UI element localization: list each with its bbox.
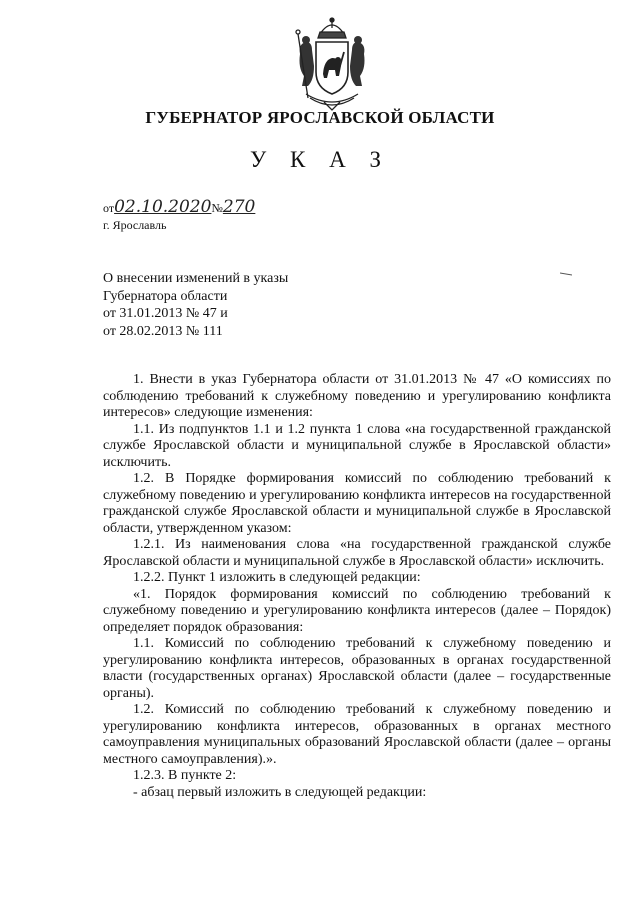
body-paragraph: - абзац первый изложить в следующей редакции: <box>133 784 427 800</box>
issuing-authority: ГУБЕРНАТОР ЯРОСЛАВСКОЙ ОБЛАСТИ <box>145 108 495 127</box>
body-paragraph: «1. Порядок формирования комиссий по соблюдению требований к служебному поведению и урегулированию конфликта интересов (далее – Порядок) определяет порядок образования: <box>103 586 611 635</box>
coat-of-arms-icon <box>294 14 370 114</box>
date-prefix: от <box>103 201 115 215</box>
body-paragraph: 1.2.3. В пункте 2: <box>133 768 237 783</box>
number-prefix: № <box>211 201 223 215</box>
document-number: 270 <box>222 197 256 217</box>
body-paragraph: 1.1. Из подпунктов 1.1 и 1.2 пункта 1 слова «на государственной гражданской службе Ярославской области и муниципальной службе в Ярославской области» исключить. <box>103 421 611 470</box>
body-paragraph: 1.2. Комиссий по соблюдению требований к служебному поведению и урегулированию конфликта интересов, образованных в органах местного самоуправления муниципальных образований Ярославской области (далее – органы местного самоуправления).». <box>103 702 611 767</box>
document-subject <box>103 270 363 340</box>
body-paragraph: 1. Внести в указ Губернатора области от 31.01.2013 № 47 «О комиссиях по соблюдению требований к служебному поведению и урегулированию конфликта интересов» следующие изменения: <box>103 372 611 420</box>
document-date: 02.10.2020 <box>114 197 212 217</box>
body-paragraph: 1.1. Комиссий по соблюдению требований к служебному поведению и урегулированию конфликта интересов, образованных в органах государственной власти (государственных органах) Ярославской области (далее – государственные органы). <box>103 636 611 701</box>
body-paragraph: 1.2. В Порядке формирования комиссий по соблюдению требований к служебному поведению и урегулированию конфликта интересов на государственной гражданской службе Ярославской области и муниципальной службе в Ярославской области, утвержденном указом: <box>103 471 611 536</box>
body-paragraph: 1.2.1. Из наименования слова «на государственной гражданской службе Ярославской области и муниципальной службе в Ярославской области» исключить. <box>103 537 611 569</box>
subject-line: от 31.01.2013 № 47 и <box>103 306 228 321</box>
subject-line: О внесении изменений в указы <box>103 271 289 286</box>
date-number-line <box>103 197 255 217</box>
subject-line: от 28.02.2013 № 111 <box>103 323 223 339</box>
document-type: У К А З <box>249 147 390 172</box>
body-paragraph: 1.2.2. Пункт 1 изложить в следующей редакции: <box>133 570 421 585</box>
city: г. Ярославль <box>103 218 167 232</box>
stray-mark-icon <box>560 272 572 276</box>
document-body <box>103 372 611 801</box>
subject-line: Губернатора области <box>103 288 228 304</box>
